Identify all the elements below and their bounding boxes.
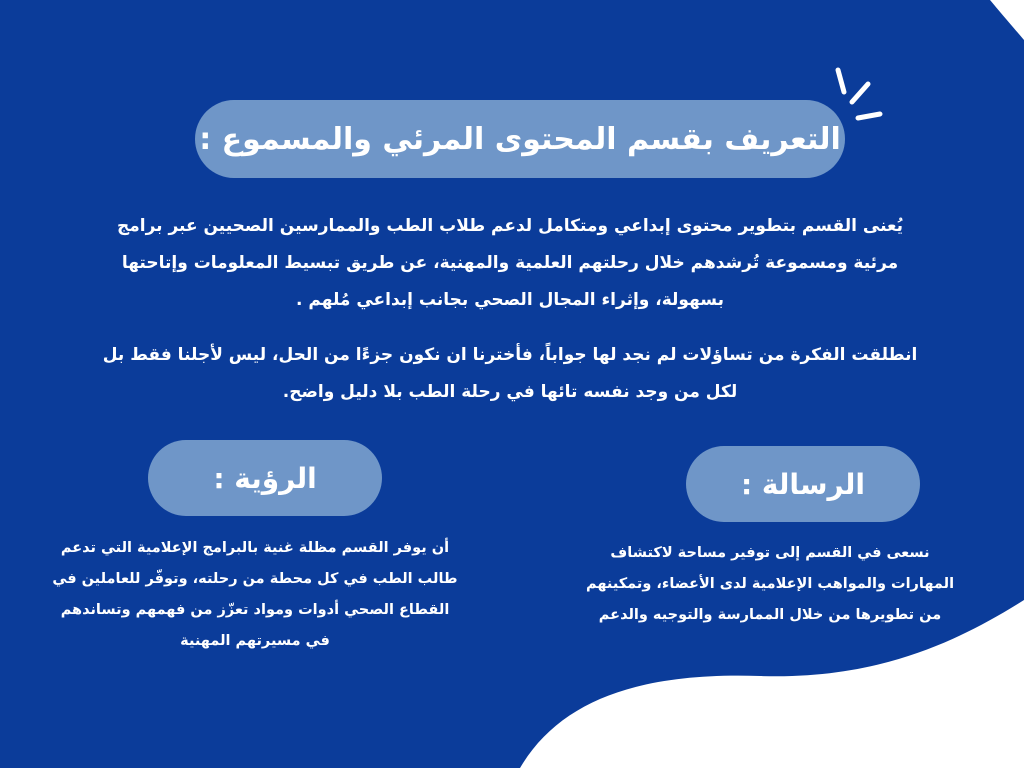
- vision-line: أن يوفر القسم مظلة غنية بالبرامج الإعلامية التي تدعم: [60, 540, 450, 556]
- mission-line: من تطويرها من خلال الممارسة والتوجيه والدعم: [598, 607, 942, 623]
- section-title-pill: [195, 100, 845, 178]
- intro-line: يُعنى القسم بتطوير محتوى إبداعي ومتكامل لدعم طلاب الطب والممارسين الصحيين عبر برامج: [116, 216, 904, 236]
- origin-line: انطلقت الفكرة من تساؤلات لم نجد لها جواباً، فأخترنا ان نكون جزءًا من الحل، ليس لأجلنا فقط بل: [102, 345, 918, 365]
- mission-title-pill: [686, 446, 920, 522]
- intro-paragraph: [70, 208, 950, 319]
- mission-line: المهارات والمواهب الإعلامية لدى الأعضاء، وتمكينهم: [585, 576, 955, 592]
- origin-paragraph: [70, 337, 950, 411]
- intro-line: بسهولة، وإثراء المجال الصحي بجانب إبداعي مُلهم .: [296, 290, 724, 310]
- origin-line: لكل من وجد نفسه تائها في رحلة الطب بلا دليل واضح.: [282, 382, 738, 402]
- vision-title: الرؤية :: [213, 461, 317, 495]
- vision-line: طالب الطب في كل محطة من رحلته، وتوفّر للعاملين في: [52, 571, 458, 587]
- intro-line: مرئية ومسموعة تُرشدهم خلال رحلتهم العلمية والمهنية، عن طريق تبسيط المعلومات وإتاحتها: [121, 253, 899, 273]
- section-title: التعريف بقسم المحتوى المرئي والمسموع :: [199, 121, 841, 157]
- vision-line: القطاع الصحي أدوات ومواد تعزّز من فهمهم وتساندهم: [60, 602, 450, 618]
- mission-line: نسعى في القسم إلى توفير مساحة لاكتشاف: [610, 545, 930, 561]
- vision-title-pill: [148, 440, 382, 516]
- mission-paragraph: [560, 538, 980, 631]
- vision-paragraph: [20, 533, 490, 657]
- mission-title: الرسالة :: [740, 467, 866, 501]
- vision-line: في مسيرتهم المهنية: [180, 633, 330, 649]
